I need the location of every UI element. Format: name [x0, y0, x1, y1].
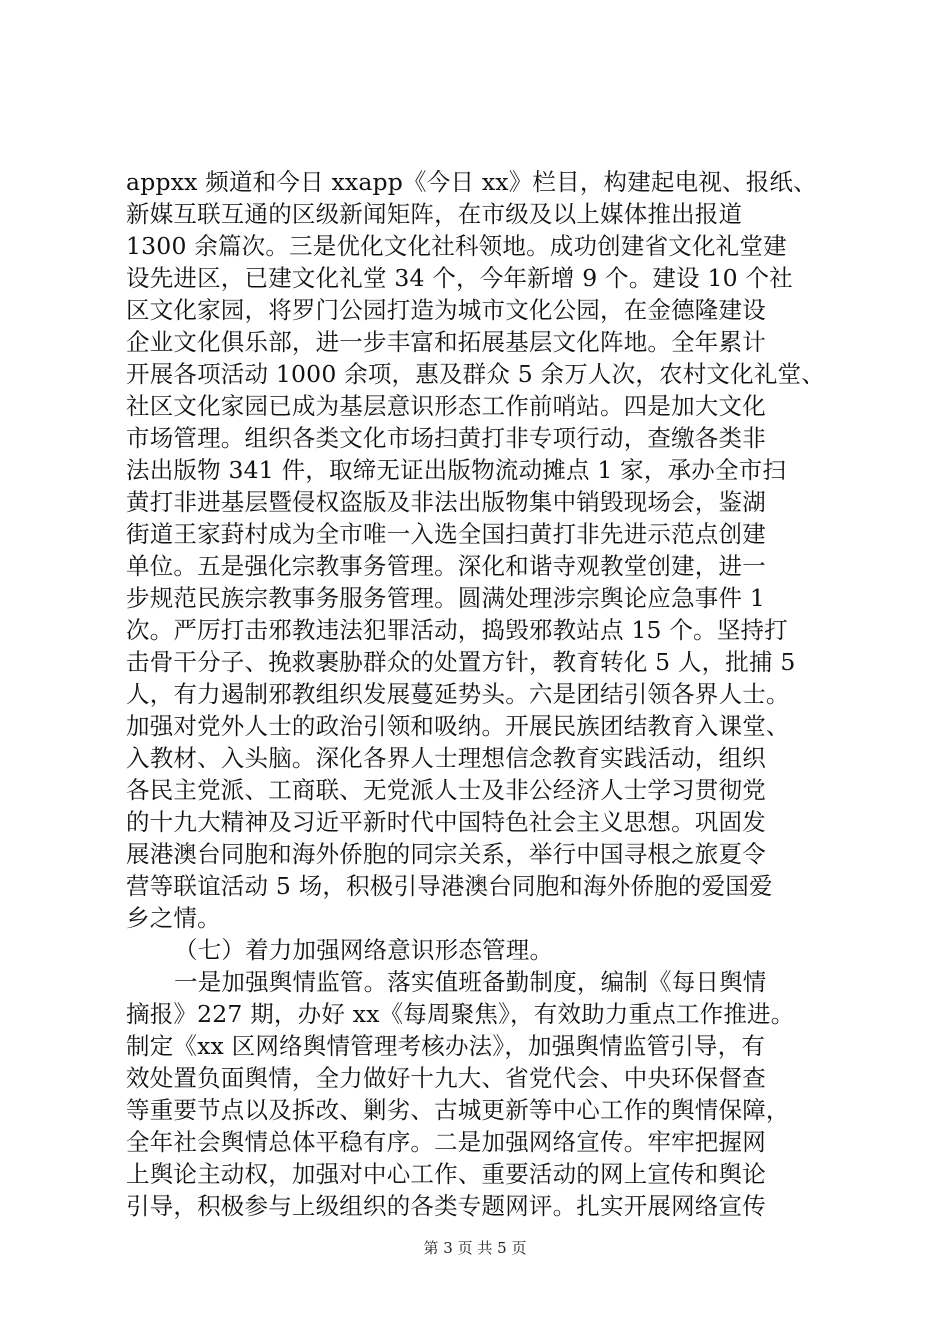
- text-line: 法出版物 341 件，取缔无证出版物流动摊点 1 家，承办全市扫: [126, 456, 787, 484]
- text-line: 展港澳台同胞和海外侨胞的同宗关系，举行中国寻根之旅夏令: [126, 840, 766, 868]
- text-line: 一是加强舆情监管。落实值班备勤制度，编制《每日舆情: [174, 968, 767, 996]
- text-line: 设先进区，已建文化礼堂 34 个，今年新增 9 个。建设 10 个社: [126, 264, 793, 292]
- text-line: 1300 余篇次。三是优化文化社科领地。成功创建省文化礼堂建: [126, 232, 787, 260]
- text-line: 次。严厉打击邪教违法犯罪活动，捣毁邪教站点 15 个。坚持打: [126, 616, 788, 644]
- text-line: （七）着力加强网络意识形态管理。: [174, 936, 554, 964]
- text-line: 市场管理。组织各类文化市场扫黄打非专项行动，查缴各类非: [126, 424, 766, 452]
- text-line: 黄打非进基层暨侵权盗版及非法出版物集中销毁现场会，鉴湖: [126, 488, 766, 516]
- text-line: 全年社会舆情总体平稳有序。二是加强网络宣传。牢牢把握网: [126, 1128, 766, 1156]
- text-line: 入教材、入头脑。深化各界人士理想信念教育实践活动，组织: [126, 744, 766, 772]
- text-line: 加强对党外人士的政治引领和吸纳。开展民族团结教育入课堂、: [126, 712, 790, 740]
- text-line: 各民主党派、工商联、无党派人士及非公经济人士学习贯彻党: [126, 776, 766, 804]
- text-line: 街道王家葑村成为全市唯一入选全国扫黄打非先进示范点创建: [126, 520, 766, 548]
- text-line: 企业文化俱乐部，进一步丰富和拓展基层文化阵地。全年累计: [126, 328, 766, 356]
- text-line: 击骨干分子、挽救裹胁群众的处置方针，教育转化 5 人，批捕 5: [126, 648, 796, 676]
- text-line: 等重要节点以及拆改、剿劣、古城更新等中心工作的舆情保障，: [126, 1096, 790, 1124]
- text-line: appxx 频道和今日 xxapp《今日 xx》栏目，构建起电视、报纸、: [126, 168, 817, 196]
- document-body: [126, 166, 846, 1222]
- text-line: 效处置负面舆情，全力做好十九大、省党代会、中央环保督查: [126, 1064, 766, 1092]
- text-line: 开展各项活动 1000 余项，惠及群众 5 余万人次，农村文化礼堂、: [126, 360, 825, 388]
- text-line: 引导，积极参与上级组织的各类专题网评。扎实开展网络宣传: [126, 1192, 766, 1220]
- text-line: 营等联谊活动 5 场，积极引导港澳台同胞和海外侨胞的爱国爱: [126, 872, 773, 900]
- text-line: 社区文化家园已成为基层意识形态工作前哨站。四是加大文化: [126, 392, 766, 420]
- text-line: 步规范民族宗教事务服务管理。圆满处理涉宗舆论应急事件 1: [126, 584, 766, 612]
- text-line: 新媒互联互通的区级新闻矩阵，在市级及以上媒体推出报道: [126, 200, 743, 228]
- text-line: 上舆论主动权，加强对中心工作、重要活动的网上宣传和舆论: [126, 1160, 766, 1188]
- text-line: 人，有力遏制邪教组织发展蔓延势头。六是团结引领各界人士。: [126, 680, 790, 708]
- text-line: 单位。五是强化宗教事务管理。深化和谐寺观教堂创建，进一: [126, 552, 766, 580]
- page-footer: 第 3 页 共 5 页: [423, 1239, 527, 1257]
- text-line: 制定《xx 区网络舆情管理考核办法》，加强舆情监管引导，有: [126, 1032, 766, 1060]
- text-line: 摘报》227 期，办好 xx《每周聚焦》，有效助力重点工作推进。: [126, 1000, 795, 1028]
- text-line: 的十九大精神及习近平新时代中国特色社会主义思想。巩固发: [126, 808, 766, 836]
- text-line: 区文化家园，将罗门公园打造为城市文化公园，在金德隆建设: [126, 296, 766, 324]
- text-line: 乡之情。: [126, 904, 221, 932]
